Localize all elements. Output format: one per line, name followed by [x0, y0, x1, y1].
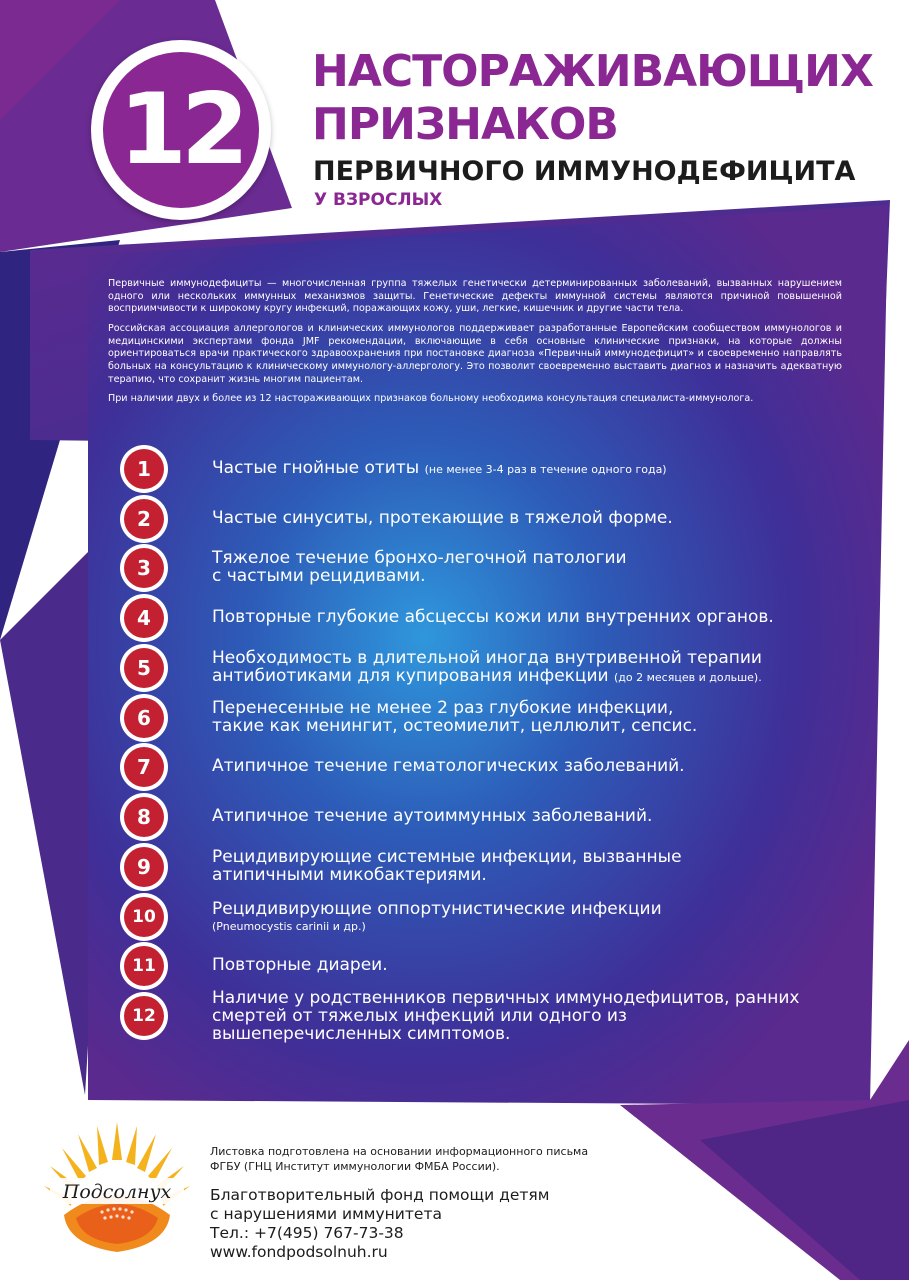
- fund-website[interactable]: www.fondpodsolnuh.ru: [210, 1242, 388, 1261]
- item-text: [212, 495, 860, 543]
- item-subnote: (Pneumocystis carinii и др.): [212, 920, 366, 934]
- item-text-line: с частыми рецидивами.: [212, 566, 426, 586]
- sign-item-6: [120, 694, 860, 742]
- item-number: 5: [124, 648, 164, 688]
- item-number-circle: [120, 992, 168, 1040]
- item-number: 11: [124, 946, 164, 986]
- source-note-line: ФГБУ (ГНЦ Институт иммунологии ФМБА России).: [210, 1159, 500, 1173]
- sign-item-11: [120, 942, 860, 990]
- item-text: [212, 942, 860, 990]
- sign-item-2: [120, 495, 860, 543]
- sunflower-logo: [42, 1120, 192, 1260]
- big-number: 12: [118, 73, 244, 187]
- item-number: 1: [124, 449, 164, 489]
- item-text: [212, 988, 860, 1046]
- sign-item-8: [120, 793, 860, 841]
- intro-paragraph-2: Российская ассоциация аллергологов и клинических иммунологов поддерживает разработанные Европейским сообществом иммунологов и медицинскими экспертами фонда JMF рекомендации, включающие в себя основные клинические признаки, на которые должны ориентироваться врачи практического здравоохранения при постановке диагноза «Первичный иммунодефицит» и своевременно направлять больных на консультацию к клиническому иммунологу-аллергологу. Это позволит своевременно выставить диагноз и назначить адекватную терапию, что сохранит жизнь многим пациентам.: [108, 322, 842, 385]
- fund-name-line: Благотворительный фонд помощи детям: [210, 1186, 550, 1204]
- item-text-line: Атипичное течение аутоиммунных заболеваний.: [212, 806, 653, 827]
- sign-item-12: [120, 988, 860, 1044]
- subtitle: ПЕРВИЧНОГО ИММУНОДЕФИЦИТА: [313, 156, 856, 187]
- item-number: 4: [124, 598, 164, 638]
- item-number-circle: [120, 495, 168, 543]
- source-note: [210, 1145, 588, 1175]
- item-text: [212, 893, 860, 941]
- item-text: [212, 743, 860, 791]
- item-number-circle: [120, 694, 168, 742]
- item-text-line: атипичными микобактериями.: [212, 865, 487, 885]
- item-text-line: Тяжелое течение бронхо-легочной патологии: [212, 548, 627, 569]
- title-line-2: ПРИЗНАКОВ: [312, 99, 618, 150]
- item-note: (не менее 3-4 раз в течение одного года): [424, 463, 667, 477]
- item-number-circle: [120, 594, 168, 642]
- item-text-line: Перенесенные не менее 2 раз глубокие инфекции,: [212, 698, 674, 719]
- number-badge: [91, 40, 271, 220]
- item-number-circle: [120, 644, 168, 692]
- intro-text: [108, 278, 842, 413]
- item-text-line: Частые гнойные отиты: [212, 458, 420, 479]
- item-number-circle: [120, 445, 168, 493]
- item-text: [212, 594, 860, 642]
- item-number: 7: [124, 747, 164, 787]
- sign-item-1: [120, 445, 860, 493]
- item-number-circle: [120, 942, 168, 990]
- item-number: 8: [124, 797, 164, 837]
- item-text: [212, 544, 860, 592]
- item-number-circle: [120, 743, 168, 791]
- source-note-line: Листовка подготовлена на основании информационного письма: [210, 1145, 589, 1158]
- item-text: [212, 445, 860, 493]
- item-text-line: Атипичное течение гематологических заболеваний.: [212, 756, 685, 777]
- number-badge-inner: [103, 52, 259, 208]
- item-text: [212, 793, 860, 841]
- sign-item-5: [120, 644, 860, 692]
- item-number-circle: [120, 544, 168, 592]
- intro-paragraph-1: Первичные иммунодефициты — многочисленная группа тяжелых генетически детерминированных заболеваний, вызванных нарушением одного или нескольких иммунных механизмов защиты. Генетические дефекты иммунной системы являются причиной повышенной восприимчивости к широкому кругу инфекций, поражающих кожу, уши, легкие, кишечник и другие части тела.: [108, 278, 842, 315]
- item-text-line: вышеперечисленных симптомов.: [212, 1023, 511, 1044]
- item-text-line: Рецидивирующие системные инфекции, вызванные: [212, 847, 682, 868]
- item-number: 10: [124, 897, 164, 937]
- item-text: [212, 644, 860, 692]
- item-number-circle: [120, 893, 168, 941]
- fund-info: [210, 1186, 549, 1262]
- sign-item-3: [120, 544, 860, 592]
- item-number: 3: [124, 548, 164, 588]
- sign-item-9: [120, 843, 860, 891]
- sign-item-7: [120, 743, 860, 791]
- item-text-line: Повторные диареи.: [212, 955, 388, 976]
- item-text-line: Необходимость в длительной иногда внутривенной терапии: [212, 648, 762, 669]
- sign-item-4: [120, 594, 860, 642]
- logo-text: Подсолнух: [62, 1181, 172, 1203]
- title-line-1: НАСТОРАЖИВАЮЩИХ: [312, 46, 873, 97]
- item-text-line: Повторные глубокие абсцессы кожи или внутренних органов.: [212, 607, 774, 628]
- item-text: [212, 843, 860, 891]
- item-number: 2: [124, 499, 164, 539]
- item-text: [212, 694, 860, 742]
- fund-name-line: с нарушениями иммунитета: [210, 1204, 442, 1223]
- item-number: 6: [124, 698, 164, 738]
- item-number: 12: [124, 996, 164, 1036]
- item-text-line: Рецидивирующие оппортунистические инфекции: [212, 898, 662, 919]
- fund-phone: Тел.: +7(495) 767-73-38: [210, 1223, 404, 1242]
- item-text-line: Частые синуситы, протекающие в тяжелой форме.: [212, 508, 673, 529]
- intro-paragraph-3: При наличии двух и более из 12 настораживающих признаков больному необходима консультация специалиста-иммунолога.: [108, 393, 754, 405]
- item-text-line: антибиотиками для купирования инфекции: [212, 666, 609, 686]
- item-number: 9: [124, 847, 164, 887]
- item-number-circle: [120, 793, 168, 841]
- item-note: (до 2 месяцев и дольше).: [614, 671, 762, 684]
- audience-label: У ВЗРОСЛЫХ: [314, 190, 443, 210]
- item-number-circle: [120, 843, 168, 891]
- item-text-line: Наличие у родственников первичных иммунодефицитов, ранних: [212, 988, 800, 1009]
- item-text-line: такие как менингит, остеомиелит, целлюлит, сепсис.: [212, 716, 698, 736]
- item-text-line: смертей от тяжелых инфекций или одного из: [212, 1006, 627, 1027]
- sign-item-10: [120, 893, 860, 941]
